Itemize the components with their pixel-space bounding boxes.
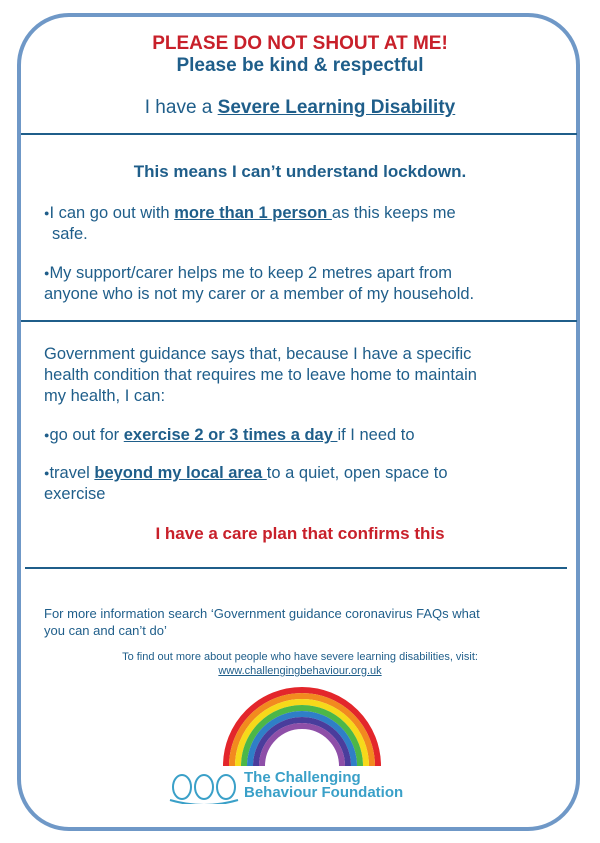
header-line-3: [0, 97, 600, 119]
section1-bullet-2: [44, 263, 564, 284]
divider-2: [21, 320, 577, 322]
section2-intro-line-2: health condition that requires me to leave home to maintain: [44, 366, 477, 384]
s2-bullet1-pre: go out for: [49, 426, 124, 444]
header-line-3-prefix: I have a: [144, 97, 218, 118]
logo-line-1: The Challenging: [244, 769, 361, 786]
logo-text: [244, 770, 403, 800]
section1-bullet-1: [44, 203, 554, 224]
s2-bullet2-post: to a quiet, open space to: [266, 464, 448, 482]
care-plan-text: I have a care plan that confirms this: [155, 524, 445, 543]
bullet1-post-text: as this keeps me: [331, 204, 456, 222]
info-line-2: you can and can’t do’: [44, 623, 167, 638]
logo-line-2: Behaviour Foundation: [244, 784, 404, 801]
section2-intro-line-1: Government guidance says that, because I have a specific: [44, 345, 472, 363]
bullet-dot-icon: ●: [44, 208, 50, 219]
s2-bullet1-bold: exercise 2 or 3 times a day: [123, 426, 338, 444]
section2-bullet-1: [44, 425, 415, 446]
header-line-1: PLEASE DO NOT SHOUT AT ME!: [152, 33, 448, 54]
bullet1-pre-text: I can go out with: [49, 204, 175, 222]
s2-bullet2-bold: beyond my local area: [94, 464, 267, 482]
foundation-logo-icon: [168, 770, 240, 804]
s2-bullet2-pre: travel: [49, 464, 95, 482]
s2-bullet1-post: if I need to: [337, 426, 415, 444]
bullet-dot-icon: ●: [44, 430, 50, 441]
info-line-1: For more information search ‘Government guidance coronavirus FAQs what: [44, 606, 480, 621]
section1-bullet-2-line2: anyone who is not my carer or a member of my household.: [44, 285, 475, 303]
divider-3: [25, 567, 567, 569]
website-link[interactable]: www.challengingbehaviour.org.uk: [218, 665, 382, 677]
section2-intro-line-3: my health, I can:: [44, 387, 166, 405]
header-line-2: Please be kind & respectful: [176, 55, 424, 76]
section2-bullet-2: [44, 463, 564, 484]
bullet-dot-icon: ●: [44, 268, 50, 279]
website-link-wrap: [0, 664, 600, 678]
bullet2-line1-text: My support/carer helps me to keep 2 metres apart from: [49, 264, 453, 282]
bullet-dot-icon: ●: [44, 468, 50, 479]
divider-1: [21, 133, 577, 135]
section1-heading: This means I can’t understand lockdown.: [133, 162, 467, 181]
rainbow-icon: [212, 684, 392, 770]
section1-bullet-1-line2: safe.: [52, 225, 88, 243]
section2-bullet-2-line2: exercise: [44, 485, 106, 503]
bullet1-bold-text: more than 1 person: [174, 204, 332, 222]
find-out-text: To find out more about people who have severe learning disabilities, visit:: [122, 651, 478, 663]
severe-learning-disability-text: Severe Learning Disability: [217, 97, 456, 118]
